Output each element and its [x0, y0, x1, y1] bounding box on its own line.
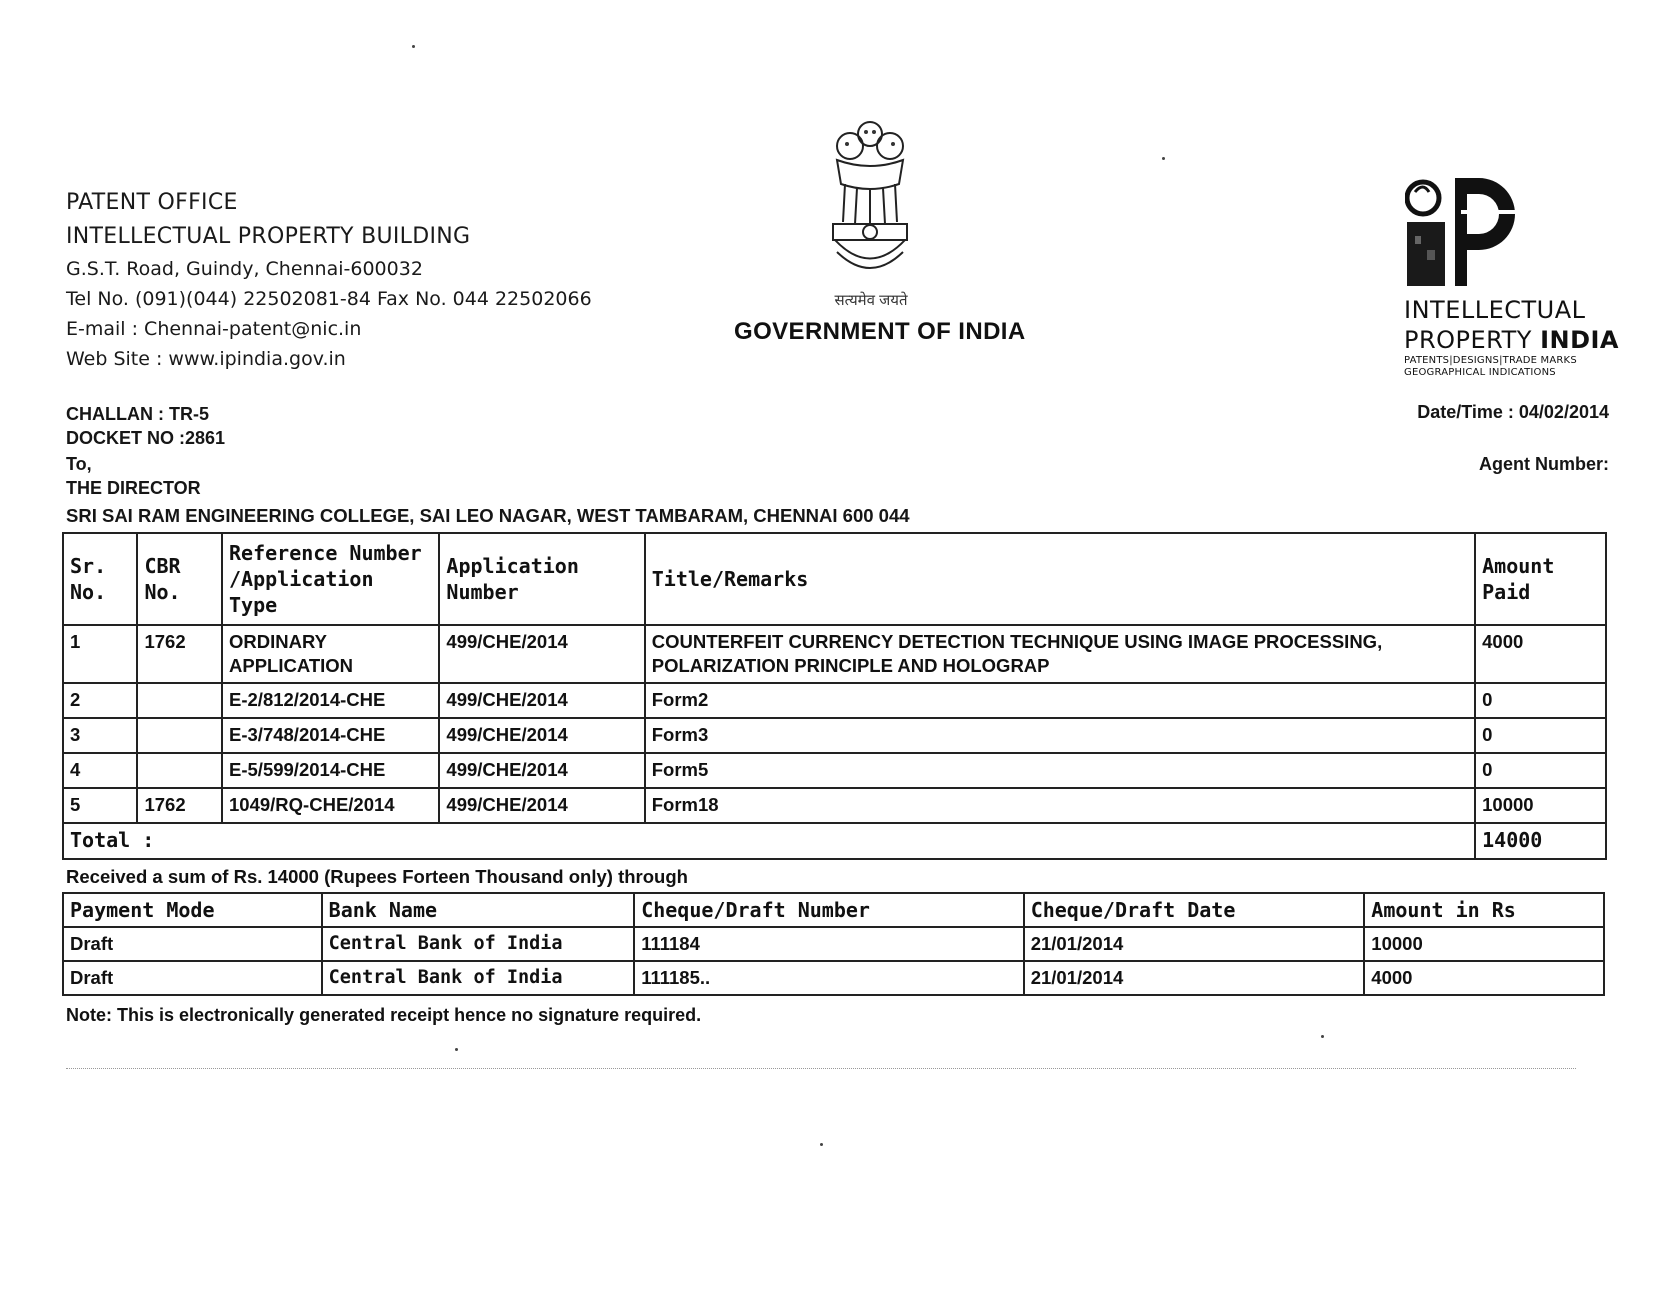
- recipient: [66, 452, 201, 500]
- header-cbr-no: CBR No.: [137, 533, 222, 625]
- cell-title: Form5: [645, 753, 1475, 788]
- office-name: PATENT OFFICE: [66, 190, 238, 215]
- cell-bank: Central Bank of India: [322, 927, 635, 961]
- ip-line-3: PATENTS|DESIGNS|TRADE MARKS: [1404, 355, 1577, 366]
- scan-speck: [412, 45, 415, 48]
- office-road: G.S.T. Road, Guindy, Chennai-600032: [66, 258, 423, 280]
- cell-application: 499/CHE/2014: [439, 788, 644, 823]
- total-value: 14000: [1475, 823, 1606, 859]
- office-website: Web Site : www.ipindia.gov.in: [66, 348, 346, 370]
- office-address: [66, 186, 592, 374]
- cell-application: 499/CHE/2014: [439, 753, 644, 788]
- cell-application: 499/CHE/2014: [439, 683, 644, 718]
- challan-number: CHALLAN : TR-5: [66, 404, 209, 424]
- agent-number: Agent Number:: [1479, 454, 1609, 474]
- payment-row: [63, 961, 1604, 995]
- divider: [66, 1068, 1576, 1069]
- office-building: INTELLECTUAL PROPERTY BUILDING: [66, 224, 471, 249]
- cell-sr: 1: [63, 625, 137, 683]
- scan-speck: [455, 1048, 458, 1051]
- header-amount: Amount Paid: [1475, 533, 1606, 625]
- cell-reference: E-5/599/2014-CHE: [222, 753, 439, 788]
- cell-reference: E-3/748/2014-CHE: [222, 718, 439, 753]
- table-row: [63, 753, 1606, 788]
- cell-amount: 0: [1475, 683, 1606, 718]
- table-row: [63, 718, 1606, 753]
- docket-number: DOCKET NO :2861: [66, 428, 226, 448]
- emblem-motto: सत्यमेव जयते: [834, 292, 908, 309]
- cell-title: Form3: [645, 718, 1475, 753]
- cell-cbr: [137, 753, 222, 788]
- cell-cbr: 1762: [137, 625, 222, 683]
- cell-amount: 10000: [1475, 788, 1606, 823]
- payment-table: [62, 892, 1605, 996]
- cell-application: 499/CHE/2014: [439, 625, 644, 683]
- cell-title: Form2: [645, 683, 1475, 718]
- header-draft-number: Cheque/Draft Number: [634, 893, 1024, 927]
- payment-row: [63, 927, 1604, 961]
- cell-number: 111185..: [634, 961, 1024, 995]
- applicant-address: SRI SAI RAM ENGINEERING COLLEGE, SAI LEO NAGAR, WEST TAMBARAM, CHENNAI 600 044: [66, 505, 910, 526]
- fee-table: [62, 532, 1607, 860]
- cell-cbr: [137, 718, 222, 753]
- header-draft-date: Cheque/Draft Date: [1024, 893, 1365, 927]
- ip-india-wordmark: [1404, 295, 1619, 379]
- cell-amount: 0: [1475, 753, 1606, 788]
- cell-sr: 5: [63, 788, 137, 823]
- cell-sr: 4: [63, 753, 137, 788]
- cell-amount: 10000: [1364, 927, 1604, 961]
- scan-speck: [1321, 1035, 1324, 1038]
- cell-mode: Draft: [63, 927, 322, 961]
- cell-reference: ORDINARY APPLICATION: [222, 625, 439, 683]
- cell-title: COUNTERFEIT CURRENCY DETECTION TECHNIQUE USING IMAGE PROCESSING, POLARIZATION PRINCIPLE AND HOLOGRAP: [645, 625, 1475, 683]
- cell-bank: Central Bank of India: [322, 961, 635, 995]
- header-sr-no: Sr. No.: [63, 533, 137, 625]
- cell-number: 111184: [634, 927, 1024, 961]
- cell-sr: 2: [63, 683, 137, 718]
- cell-amount: 4000: [1475, 625, 1606, 683]
- cell-amount: 4000: [1364, 961, 1604, 995]
- cell-date: 21/01/2014: [1024, 927, 1365, 961]
- ip-india-logo-icon: [1405, 176, 1525, 288]
- scan-speck: [820, 1143, 823, 1146]
- total-label: Total :: [63, 823, 1475, 859]
- header-amount-rs: Amount in Rs: [1364, 893, 1604, 927]
- recipient-title: THE DIRECTOR: [66, 478, 201, 498]
- received-statement: Received a sum of Rs. 14000 (Rupees Forteen Thousand only) through: [66, 866, 688, 887]
- office-email: E-mail : Chennai-patent@nic.in: [66, 318, 362, 340]
- header-title: Title/Remarks: [645, 533, 1475, 625]
- ip-line-1: INTELLECTUAL: [1404, 296, 1586, 324]
- total-row: [63, 823, 1606, 859]
- footer-note: Note: This is electronically generated receipt hence no signature required.: [66, 1005, 702, 1025]
- table-header-row: [63, 533, 1606, 625]
- cell-amount: 0: [1475, 718, 1606, 753]
- cell-title: Form18: [645, 788, 1475, 823]
- header-application-number: Application Number: [439, 533, 644, 625]
- challan-info: [66, 402, 225, 450]
- table-row: [63, 625, 1606, 683]
- cell-reference: 1049/RQ-CHE/2014: [222, 788, 439, 823]
- office-phone: Tel No. (091)(044) 22502081-84 Fax No. 044 22502066: [66, 288, 592, 310]
- cell-cbr: 1762: [137, 788, 222, 823]
- national-emblem-icon: [815, 112, 925, 292]
- government-title: GOVERNMENT OF INDIA: [734, 318, 1026, 345]
- header-bank-name: Bank Name: [322, 893, 635, 927]
- header-payment-mode: Payment Mode: [63, 893, 322, 927]
- cell-cbr: [137, 683, 222, 718]
- header-reference: Reference Number /Application Type: [222, 533, 439, 625]
- cell-mode: Draft: [63, 961, 322, 995]
- cell-reference: E-2/812/2014-CHE: [222, 683, 439, 718]
- cell-sr: 3: [63, 718, 137, 753]
- ip-line-2: PROPERTY INDIA: [1404, 326, 1620, 354]
- ip-line-4: GEOGRAPHICAL INDICATIONS: [1404, 367, 1556, 378]
- to-label: To,: [66, 454, 92, 474]
- table-row: [63, 683, 1606, 718]
- date-time: Date/Time : 04/02/2014: [1417, 402, 1609, 422]
- cell-application: 499/CHE/2014: [439, 718, 644, 753]
- table-row: [63, 788, 1606, 823]
- cell-date: 21/01/2014: [1024, 961, 1365, 995]
- scan-speck: [1162, 157, 1165, 160]
- payment-header-row: [63, 893, 1604, 927]
